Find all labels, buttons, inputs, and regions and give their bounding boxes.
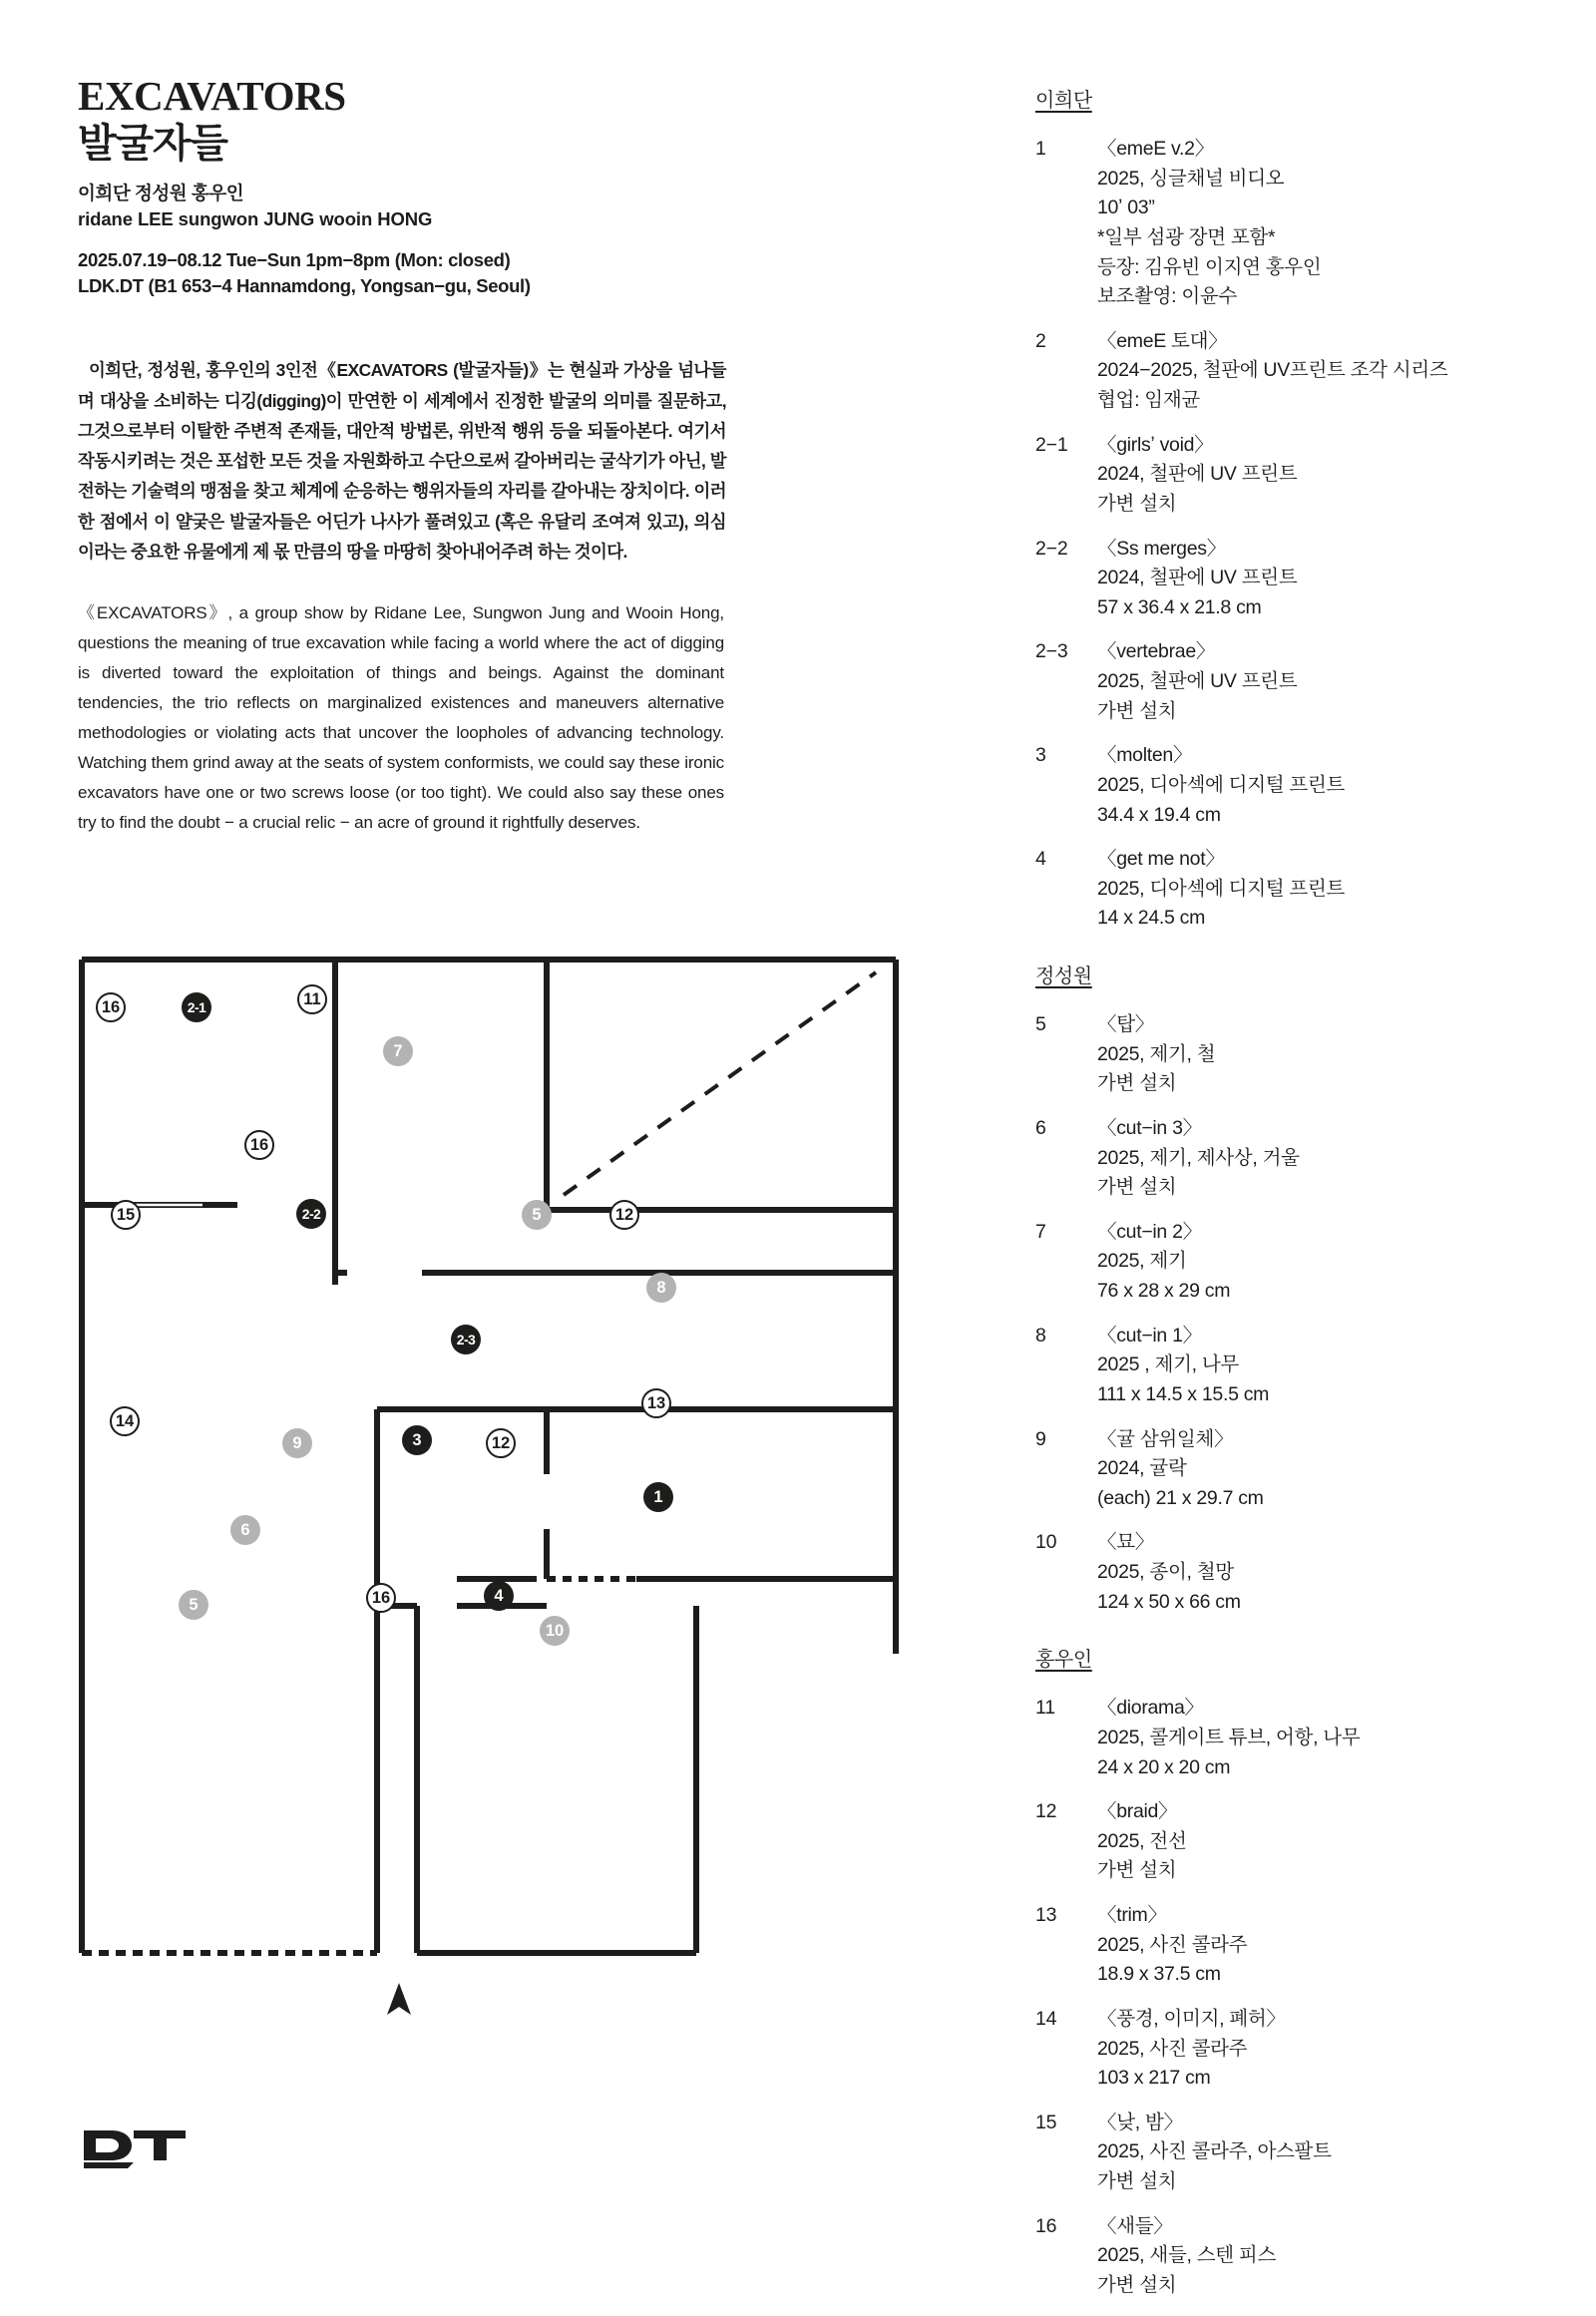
checklist-item-number: 14: [1035, 2007, 1057, 2030]
floor-plan-marker-13: 13: [641, 1388, 671, 1418]
artwork-detail-line: 가변 설치: [1097, 1859, 1177, 1882]
checklist-item-details: [1097, 1694, 1534, 1782]
artwork-detail-line: 2025, 사진 콜라주: [1097, 2037, 1248, 2060]
statement-korean: 이희단, 정성원, 홍우인의 3인전《EXCAVATORS (발굴자들)》는 현실과 가상을 넘나들며 대상을 소비하는 디깅(digging)이 만연한 이 세계에서 진정한 발굴의 의미를 질문하고, 그것으로부터 이탈한 주변적 존재들, 대안적 방법론, 위반적 행위 등을 되돌아본다. 여기서 작동시키려는 것은 포섭한 모든 것을 자원화하고 수단으로써 갈아버리는 굴삭기가 아닌, 발전하는 기술력의 맹점을 찾고 체계에 순응하는 행위자들의 자리를 갈아내는 장치이다. 이러한 점에서 이 얄궂은 발굴자들은 어딘가 나사가 풀려있고 (혹은 유달리 조여져 있고), 의심이라는 중요한 유물에게 제 몫 만큼의 땅을 마땅히 찾아내어주려 하는 것이다.: [78, 360, 726, 562]
floor-plan-marker-11: 11: [297, 984, 327, 1014]
artwork-title: 〈Ss merges〉: [1097, 537, 1226, 560]
artwork-checklist: [1035, 84, 1534, 2316]
artwork-title: 〈귤 삼위일체〉: [1097, 1427, 1234, 1450]
checklist-item-details: [1097, 2212, 1534, 2301]
floor-plan-marker-2-2: 2-2: [296, 1199, 326, 1229]
artwork-detail-line: 가변 설치: [1097, 2273, 1177, 2296]
checklist-item: [1035, 1218, 1534, 1307]
exhibition-dates: 2025.07.19−08.12 Tue−Sun 1pm−8pm (Mon: closed): [78, 248, 511, 270]
artwork-detail-line: 2024, 철판에 UV 프린트: [1097, 567, 1298, 589]
checklist-item: [1035, 135, 1534, 312]
checklist-item: [1035, 1694, 1534, 1782]
statement-english: 《EXCAVATORS》, a group show by Ridane Lee, Sungwon Jung and Wooin Hong, questions the meaning of true excavation while facing a world where the act of digging is diverted toward the exploitation of things and beings. Against the dominant tendencies, the trio reflects on marginalized existences and maneuvers alternative methodologies or violating acts that uncover the loopholes of advancing technology. Watching them grind away at the seats of system conformists, we could say these ironic excavators have one or two screws loose (or too tight). We could also say these ones try to find the doubt − a crucial relic − an acre of ground it rightfully deserves.: [78, 603, 724, 832]
artwork-title: 〈molten〉: [1097, 744, 1193, 767]
artwork-title: 〈cut−in 3〉: [1097, 1116, 1202, 1139]
checklist-item-details: [1097, 1322, 1534, 1410]
checklist-item: [1035, 2212, 1534, 2301]
artwork-detail-line: 76 x 28 x 29 cm: [1097, 1280, 1231, 1302]
artwork-detail-line: 2025, 제기: [1097, 1250, 1187, 1273]
artwork-detail-line: 2025, 콜게이트 튜브, 어항, 나무: [1097, 1726, 1361, 1748]
checklist-item: [1035, 1528, 1534, 1617]
floor-plan-marker-2-1: 2-1: [182, 992, 211, 1022]
checklist-item-number: 9: [1035, 1427, 1046, 1450]
checklist-item-details: [1097, 1528, 1534, 1617]
artwork-detail-line: 2024, 철판에 UV 프린트: [1097, 463, 1298, 486]
artwork-title: 〈묘〉: [1097, 1531, 1154, 1554]
floor-plan-marker-12: 12: [609, 1200, 639, 1230]
artist-section-heading: 정성원: [1035, 965, 1092, 987]
artwork-title: 〈낮, 밤〉: [1097, 2111, 1183, 2133]
artwork-title: 〈cut−in 2〉: [1097, 1220, 1202, 1243]
checklist-item-details: [1097, 535, 1534, 623]
checklist-item-number: 2−3: [1035, 640, 1068, 663]
checklist-item: [1035, 2005, 1534, 2094]
checklist-item: [1035, 2109, 1534, 2197]
checklist-item-number: 4: [1035, 848, 1046, 871]
checklist-item-number: 13: [1035, 1904, 1057, 1926]
artwork-detail-line: 124 x 50 x 66 cm: [1097, 1590, 1241, 1613]
artwork-detail-line: 2024−2025, 철판에 UV프린트 조각 시리즈: [1097, 359, 1448, 382]
floor-plan-walls: [78, 956, 981, 2058]
checklist-item-details: [1097, 1901, 1534, 1990]
artwork-detail-line: 10ʼ 03”: [1097, 196, 1155, 219]
floor-plan-marker-16: 16: [96, 992, 126, 1022]
checklist-item-details: [1097, 2109, 1534, 2197]
checklist-item-number: 6: [1035, 1116, 1046, 1139]
artwork-detail-line: 14 x 24.5 cm: [1097, 907, 1206, 930]
exhibition-info: [78, 247, 736, 300]
artwork-detail-line: 가변 설치: [1097, 2170, 1177, 2192]
checklist-item-number: 15: [1035, 2111, 1057, 2133]
artist-credits: [78, 181, 736, 233]
checklist-item-number: 3: [1035, 744, 1046, 767]
checklist-item-number: 2−2: [1035, 537, 1068, 560]
checklist-item: [1035, 1114, 1534, 1203]
checklist-item: [1035, 1797, 1534, 1886]
checklist-item-number: 11: [1035, 1697, 1055, 1720]
artwork-detail-line: (each) 21 x 29.7 cm: [1097, 1486, 1264, 1509]
checklist-item-details: [1097, 741, 1534, 830]
artwork-detail-line: 2025, 종이, 철망: [1097, 1561, 1234, 1583]
checklist-item: [1035, 1322, 1534, 1410]
artwork-title: 〈emeE 토대〉: [1097, 329, 1228, 352]
checklist-item-details: [1097, 1425, 1534, 1514]
checklist-item-details: [1097, 1010, 1534, 1099]
checklist-item-number: 1: [1035, 138, 1046, 160]
checklist-item-details: [1097, 431, 1534, 520]
floor-plan-marker-7: 7: [383, 1036, 413, 1066]
checklist-item-number: 2−1: [1035, 433, 1068, 456]
checklist-item: [1035, 431, 1534, 520]
artwork-detail-line: 2025 , 제기, 나무: [1097, 1353, 1239, 1376]
artwork-detail-line: 가변 설치: [1097, 699, 1177, 722]
artwork-detail-line: 2025, 제기, 철: [1097, 1042, 1216, 1065]
floor-plan-marker-10: 10: [540, 1616, 570, 1646]
checklist-item: [1035, 845, 1534, 934]
floor-plan-marker-1: 1: [643, 1482, 673, 1512]
artwork-title: 〈braid〉: [1097, 1800, 1178, 1823]
artwork-detail-line: 57 x 36.4 x 21.8 cm: [1097, 595, 1262, 618]
artist-credits-english: ridane LEE sungwon JUNG wooin HONG: [78, 208, 433, 230]
checklist-item-details: [1097, 327, 1534, 416]
artwork-title: 〈trim〉: [1097, 1904, 1167, 1926]
ldk-dt-logo: [82, 2123, 192, 2168]
artwork-detail-line: 24 x 20 x 20 cm: [1097, 1755, 1231, 1778]
artwork-detail-line: 2025, 전선: [1097, 1829, 1187, 1852]
artwork-title: 〈get me not〉: [1097, 848, 1225, 871]
floor-plan-marker-6: 6: [230, 1515, 260, 1545]
artwork-detail-line: 2025, 싱글채널 비디오: [1097, 167, 1285, 190]
floor-plan-marker-8: 8: [646, 1273, 676, 1303]
floor-plan-marker-16: 16: [244, 1130, 274, 1160]
artwork-detail-line: 보조촬영: 이윤수: [1097, 285, 1237, 308]
checklist-item-number: 16: [1035, 2214, 1057, 2237]
checklist-item-number: 10: [1035, 1531, 1057, 1554]
floor-plan-marker-15: 15: [111, 1200, 141, 1230]
artwork-detail-line: 103 x 217 cm: [1097, 2067, 1211, 2090]
artist-section-heading: 홍우인: [1035, 1649, 1092, 1672]
floor-plan-marker-9: 9: [282, 1428, 312, 1458]
checklist-item-number: 2: [1035, 329, 1046, 352]
artwork-detail-line: 2025, 디아섹에 디지털 프린트: [1097, 773, 1346, 796]
checklist-item-details: [1097, 1114, 1534, 1203]
north-arrow-icon: [387, 1983, 411, 2015]
artist-credits-korean: 이희단 정성원 홍우인: [78, 183, 244, 204]
checklist-item: [1035, 637, 1534, 726]
artwork-title: 〈girlsʼ void〉: [1097, 433, 1214, 456]
checklist-item: [1035, 535, 1534, 623]
left-column: [78, 73, 736, 837]
artwork-detail-line: 등장: 김유빈 이지연 홍우인: [1097, 255, 1322, 278]
diagonal-dashed-line: [564, 972, 876, 1195]
artwork-title: 〈vertebrae〉: [1097, 640, 1216, 663]
floor-plan: [78, 956, 981, 2058]
artwork-detail-line: 2024, 귤락: [1097, 1457, 1187, 1480]
artwork-detail-line: 18.9 x 37.5 cm: [1097, 1963, 1221, 1986]
artwork-title: 〈diorama〉: [1097, 1697, 1204, 1720]
artwork-detail-line: *일부 섬광 장면 포함*: [1097, 225, 1276, 248]
floor-plan-marker-4: 4: [484, 1581, 514, 1611]
checklist-item: [1035, 741, 1534, 830]
artwork-detail-line: 2025, 제기, 제사상, 거울: [1097, 1146, 1300, 1169]
floor-plan-marker-5: 5: [179, 1590, 208, 1620]
page-title-english: EXCAVATORS: [78, 73, 346, 119]
artwork-detail-line: 2025, 철판에 UV 프린트: [1097, 670, 1298, 692]
floor-plan-marker-2-3: 2-3: [451, 1325, 481, 1354]
checklist-item-number: 12: [1035, 1800, 1057, 1823]
artwork-title: 〈탑〉: [1097, 1013, 1154, 1035]
checklist-item-details: [1097, 1797, 1534, 1886]
floor-plan-marker-16: 16: [366, 1583, 396, 1613]
checklist-item-details: [1097, 1218, 1534, 1307]
artwork-detail-line: 가변 설치: [1097, 1176, 1177, 1199]
checklist-item-details: [1097, 637, 1534, 726]
artwork-detail-line: 가변 설치: [1097, 492, 1177, 515]
floor-plan-marker-5: 5: [522, 1200, 552, 1230]
checklist-item-details: [1097, 845, 1534, 934]
floor-plan-marker-14: 14: [110, 1406, 140, 1436]
artist-section-heading: 이희단: [1035, 90, 1092, 112]
checklist-item: [1035, 1901, 1534, 1990]
floor-plan-marker-12: 12: [486, 1428, 516, 1458]
artwork-detail-line: 2025, 새들, 스텐 피스: [1097, 2244, 1276, 2267]
checklist-item-number: 8: [1035, 1324, 1046, 1347]
artwork-detail-line: 2025, 디아섹에 디지털 프린트: [1097, 877, 1346, 900]
artwork-detail-line: 34.4 x 19.4 cm: [1097, 803, 1221, 826]
artwork-title: 〈풍경, 이미지, 폐허〉: [1097, 2007, 1286, 2030]
checklist-item-details: [1097, 2005, 1534, 2094]
artwork-title: 〈cut−in 1〉: [1097, 1324, 1202, 1347]
checklist-item-number: 7: [1035, 1220, 1046, 1243]
artwork-detail-line: 가변 설치: [1097, 1072, 1177, 1095]
checklist-item: [1035, 1425, 1534, 1514]
checklist-item-number: 5: [1035, 1013, 1046, 1035]
artwork-detail-line: 2025, 사진 콜라주, 아스팔트: [1097, 2140, 1332, 2163]
artwork-detail-line: 협업: 임재균: [1097, 389, 1200, 411]
floor-plan-marker-3: 3: [402, 1425, 432, 1455]
checklist-item: [1035, 327, 1534, 416]
artwork-title: 〈emeE v.2〉: [1097, 138, 1214, 160]
page-title-korean: 발굴자들: [78, 122, 227, 166]
artwork-detail-line: 111 x 14.5 x 15.5 cm: [1097, 1382, 1270, 1405]
checklist-item: [1035, 1010, 1534, 1099]
artwork-detail-line: 2025, 사진 콜라주: [1097, 1933, 1248, 1956]
artwork-title: 〈새들〉: [1097, 2214, 1173, 2237]
exhibition-venue: LDK.DT (B1 653−4 Hannamdong, Yongsan−gu, Seoul): [78, 274, 531, 296]
checklist-item-details: [1097, 135, 1534, 312]
